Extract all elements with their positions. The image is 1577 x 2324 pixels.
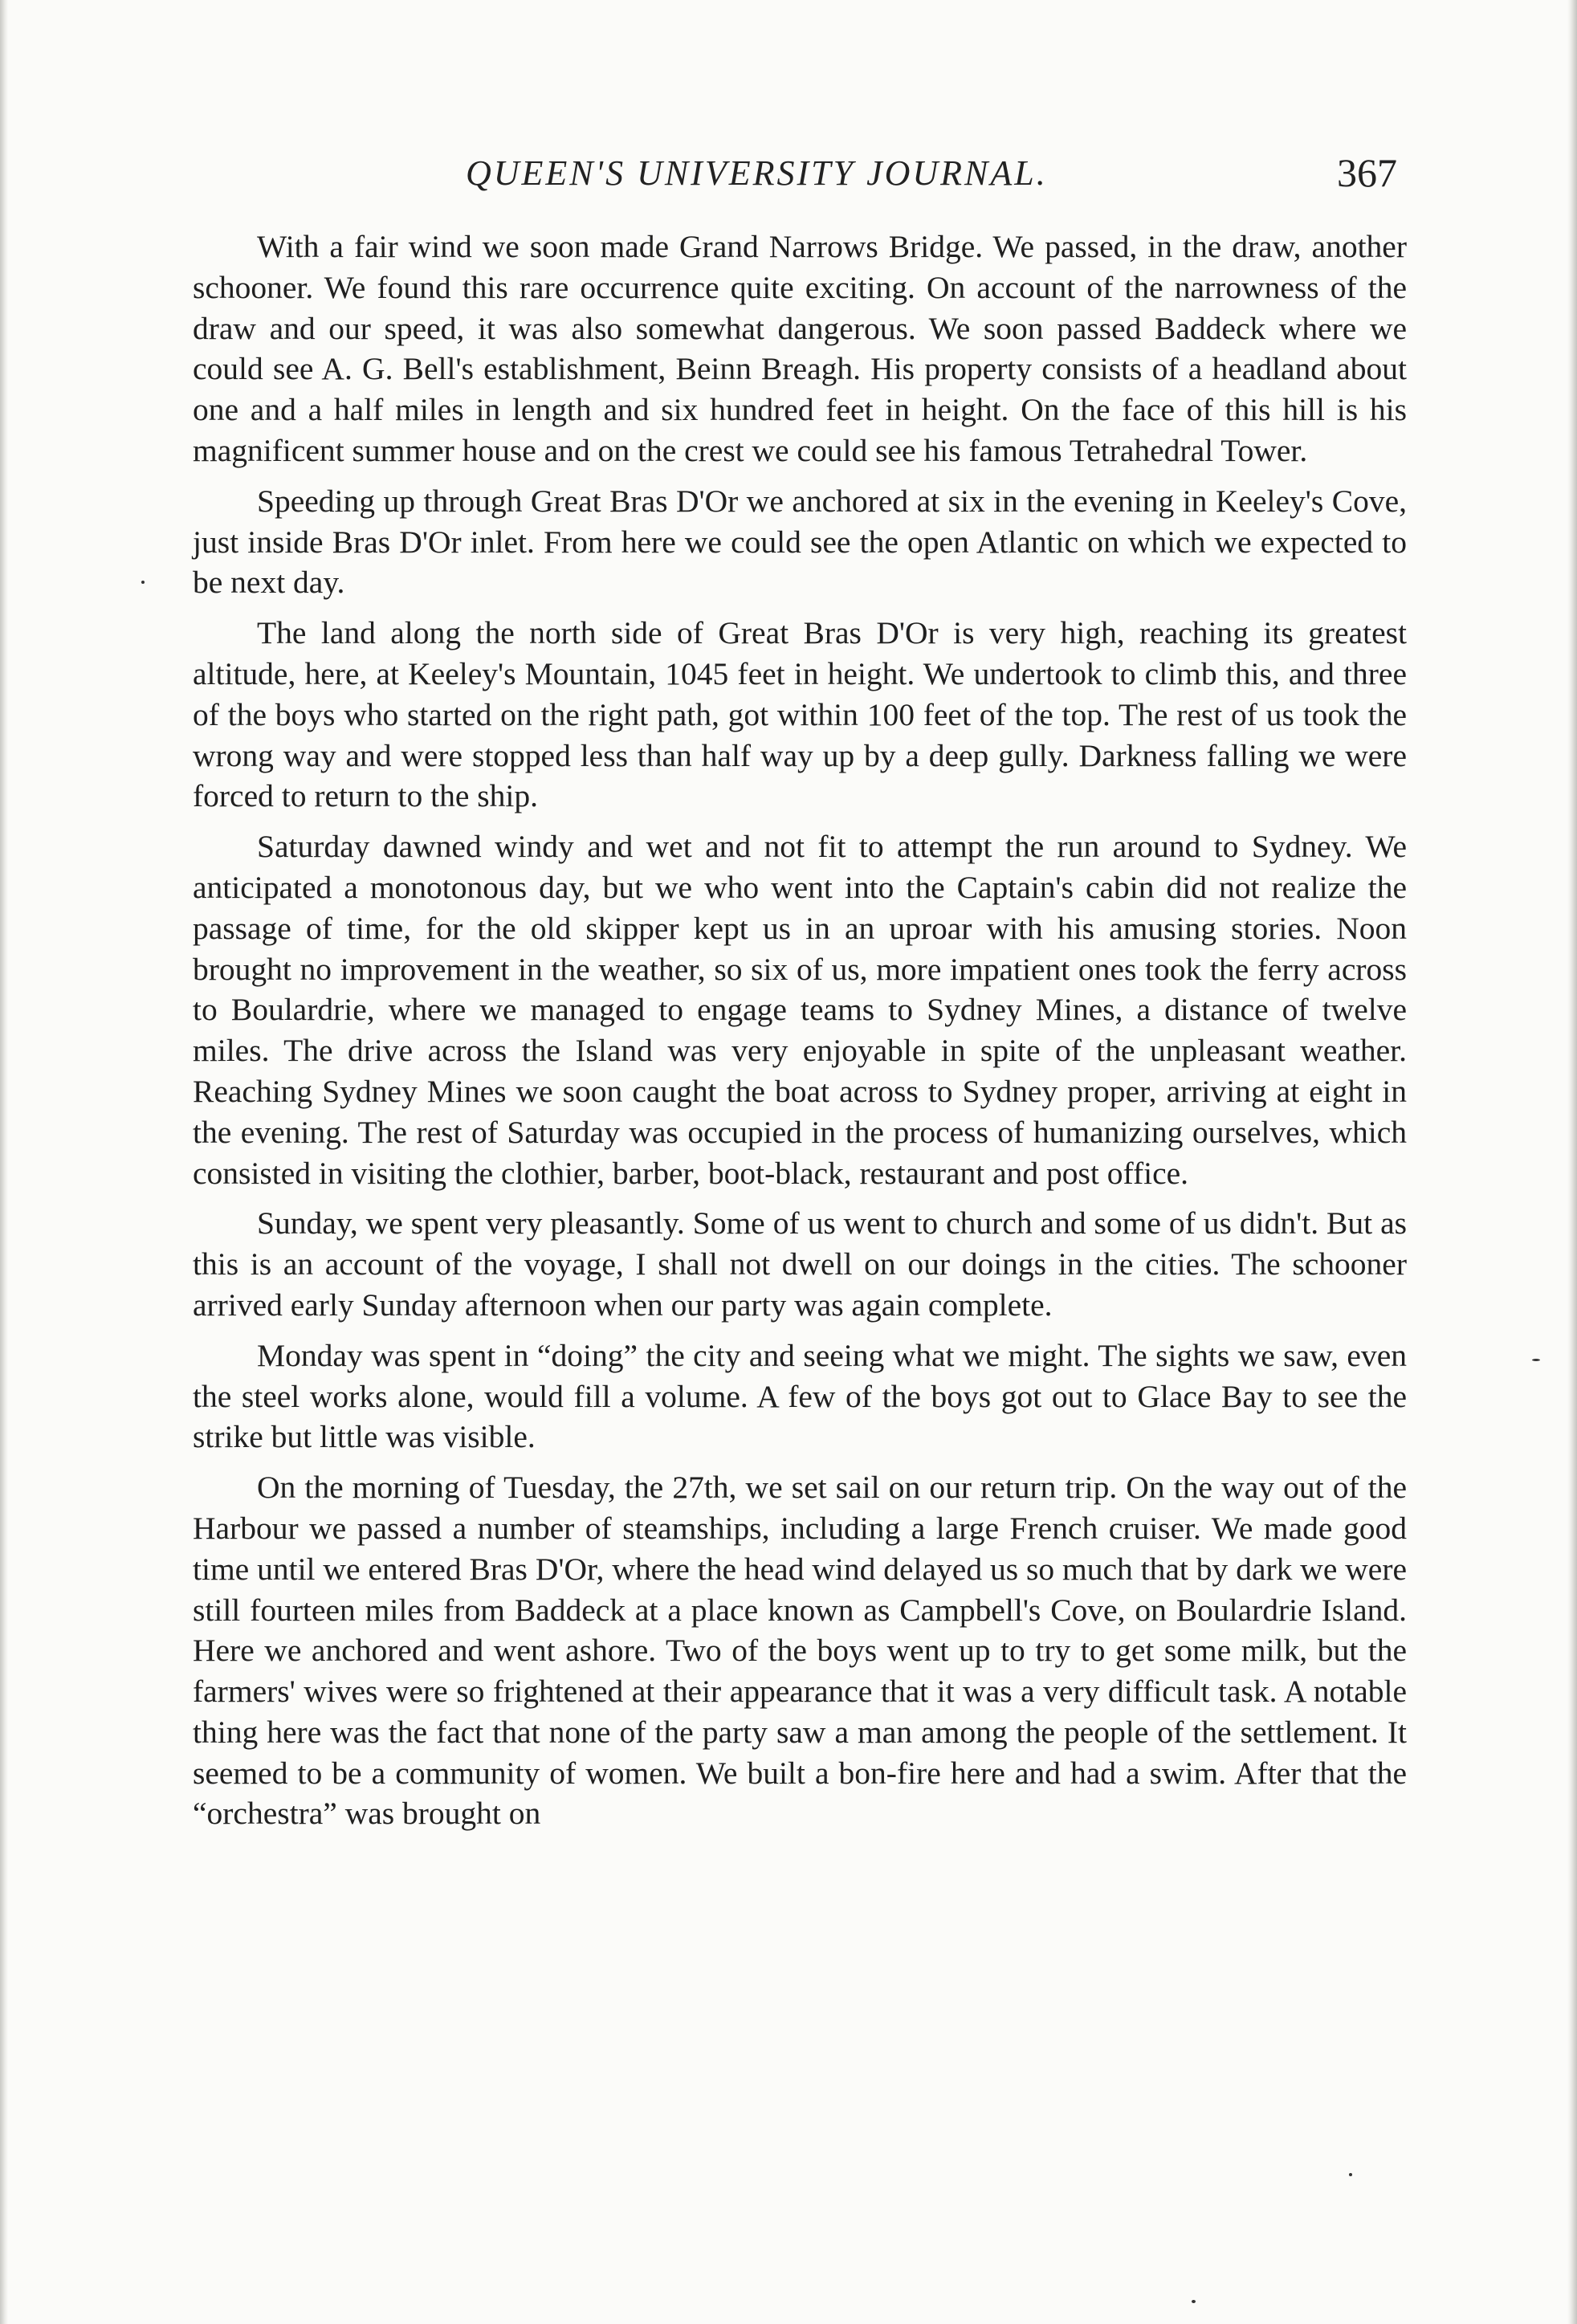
print-speck (1532, 1359, 1540, 1361)
page-left-edge (0, 0, 8, 2324)
paragraph: With a fair wind we soon made Grand Narrows Bridge. We passed, in the draw, another schooner. We found this rare occurrence quite exciting. On account of the narrowness of the draw and our speed, it was also somewhat dangerous. We soon passed Baddeck where we could see A. G. Bell's establishment, Beinn Breagh. His property consists of a headland about one and a half miles in length and six hundred feet in height. On the face of this hill is his magnificent summer house and on the crest we could see his famous Tetrahedral Tower. (193, 229, 1407, 468)
article-body (193, 226, 1407, 1844)
print-speck (1192, 2300, 1196, 2303)
journal-title: QUEEN'S UNIVERSITY JOURNAL. (466, 153, 1048, 193)
running-header (193, 150, 1397, 201)
page-number: 367 (1337, 150, 1397, 195)
paragraph: Monday was spent in “doing” the city and seeing what we might. The sights we saw, even the steel works alone, would fill a volume. A few of the boys got out to Glace Bay to see the strike but little was visible. (193, 1337, 1407, 1455)
paragraph: The land along the north side of Great Bras D'Or is very high, reaching its greatest altitude, here, at Keeley's Mountain, 1045 feet in height. We undertook to climb this, and three of the boys who started on the right path, got within 100 feet of the top. The rest of us took the wrong way and were stopped less than half way up by a deep gully. Darkness falling we were forced to return to the ship. (193, 615, 1407, 814)
page-right-edge (1567, 0, 1577, 2324)
paragraph: On the morning of Tuesday, the 27th, we set sail on our return trip. On the way out of the Harbour we passed a number of steamships, including a large French cruiser. We made good time until we entered Bras D'Or, where the head wind delayed us so much that by dark we were still fourteen miles from Baddeck at a place known as Campbell's Cove, on Boulardrie Island. Here we anchored and went ashore. Two of the boys went up to try to get some milk, but the farmers' wives were so frightened at their appearance that it was a very difficult task. A notable thing here was the fact that none of the party saw a man among the people of the settlement. It seemed to be a community of women. We built a bon-fire here and had a swim. After that the “orchestra” was brought on (193, 1470, 1407, 1832)
print-speck (1349, 2173, 1352, 2176)
print-speck (141, 581, 145, 584)
paragraph: Speeding up through Great Bras D'Or we anchored at six in the evening in Keeley's Cove, just inside Bras D'Or inlet. From here we could see the open Atlantic on which we expected to be next day. (193, 483, 1407, 601)
paragraph: Sunday, we spent very pleasantly. Some of us went to church and some of us didn't. But as this is an account of the voyage, I shall not dwell on our doings in the cities. The schooner arrived early Sunday afternoon when our party was again complete. (193, 1205, 1407, 1323)
paragraph: Saturday dawned windy and wet and not fit to attempt the run around to Sydney. We anticipated a monotonous day, but we who went into the Captain's cabin did not realize the passage of time, for the old skipper kept us in an uproar with his amusing stories. Noon brought no improvement in the weather, so six of us, more impatient ones took the ferry across to Boulardrie, where we managed to engage teams to Sydney Mines, a distance of twelve miles. The drive across the Island was very enjoyable in spite of the unpleasant weather. Reaching Sydney Mines we soon caught the boat across to Sydney proper, arriving at eight in the evening. The rest of Saturday was occupied in the process of humanizing ourselves, which consisted in visiting the clothier, barber, boot-black, restaurant and post office. (193, 829, 1407, 1191)
